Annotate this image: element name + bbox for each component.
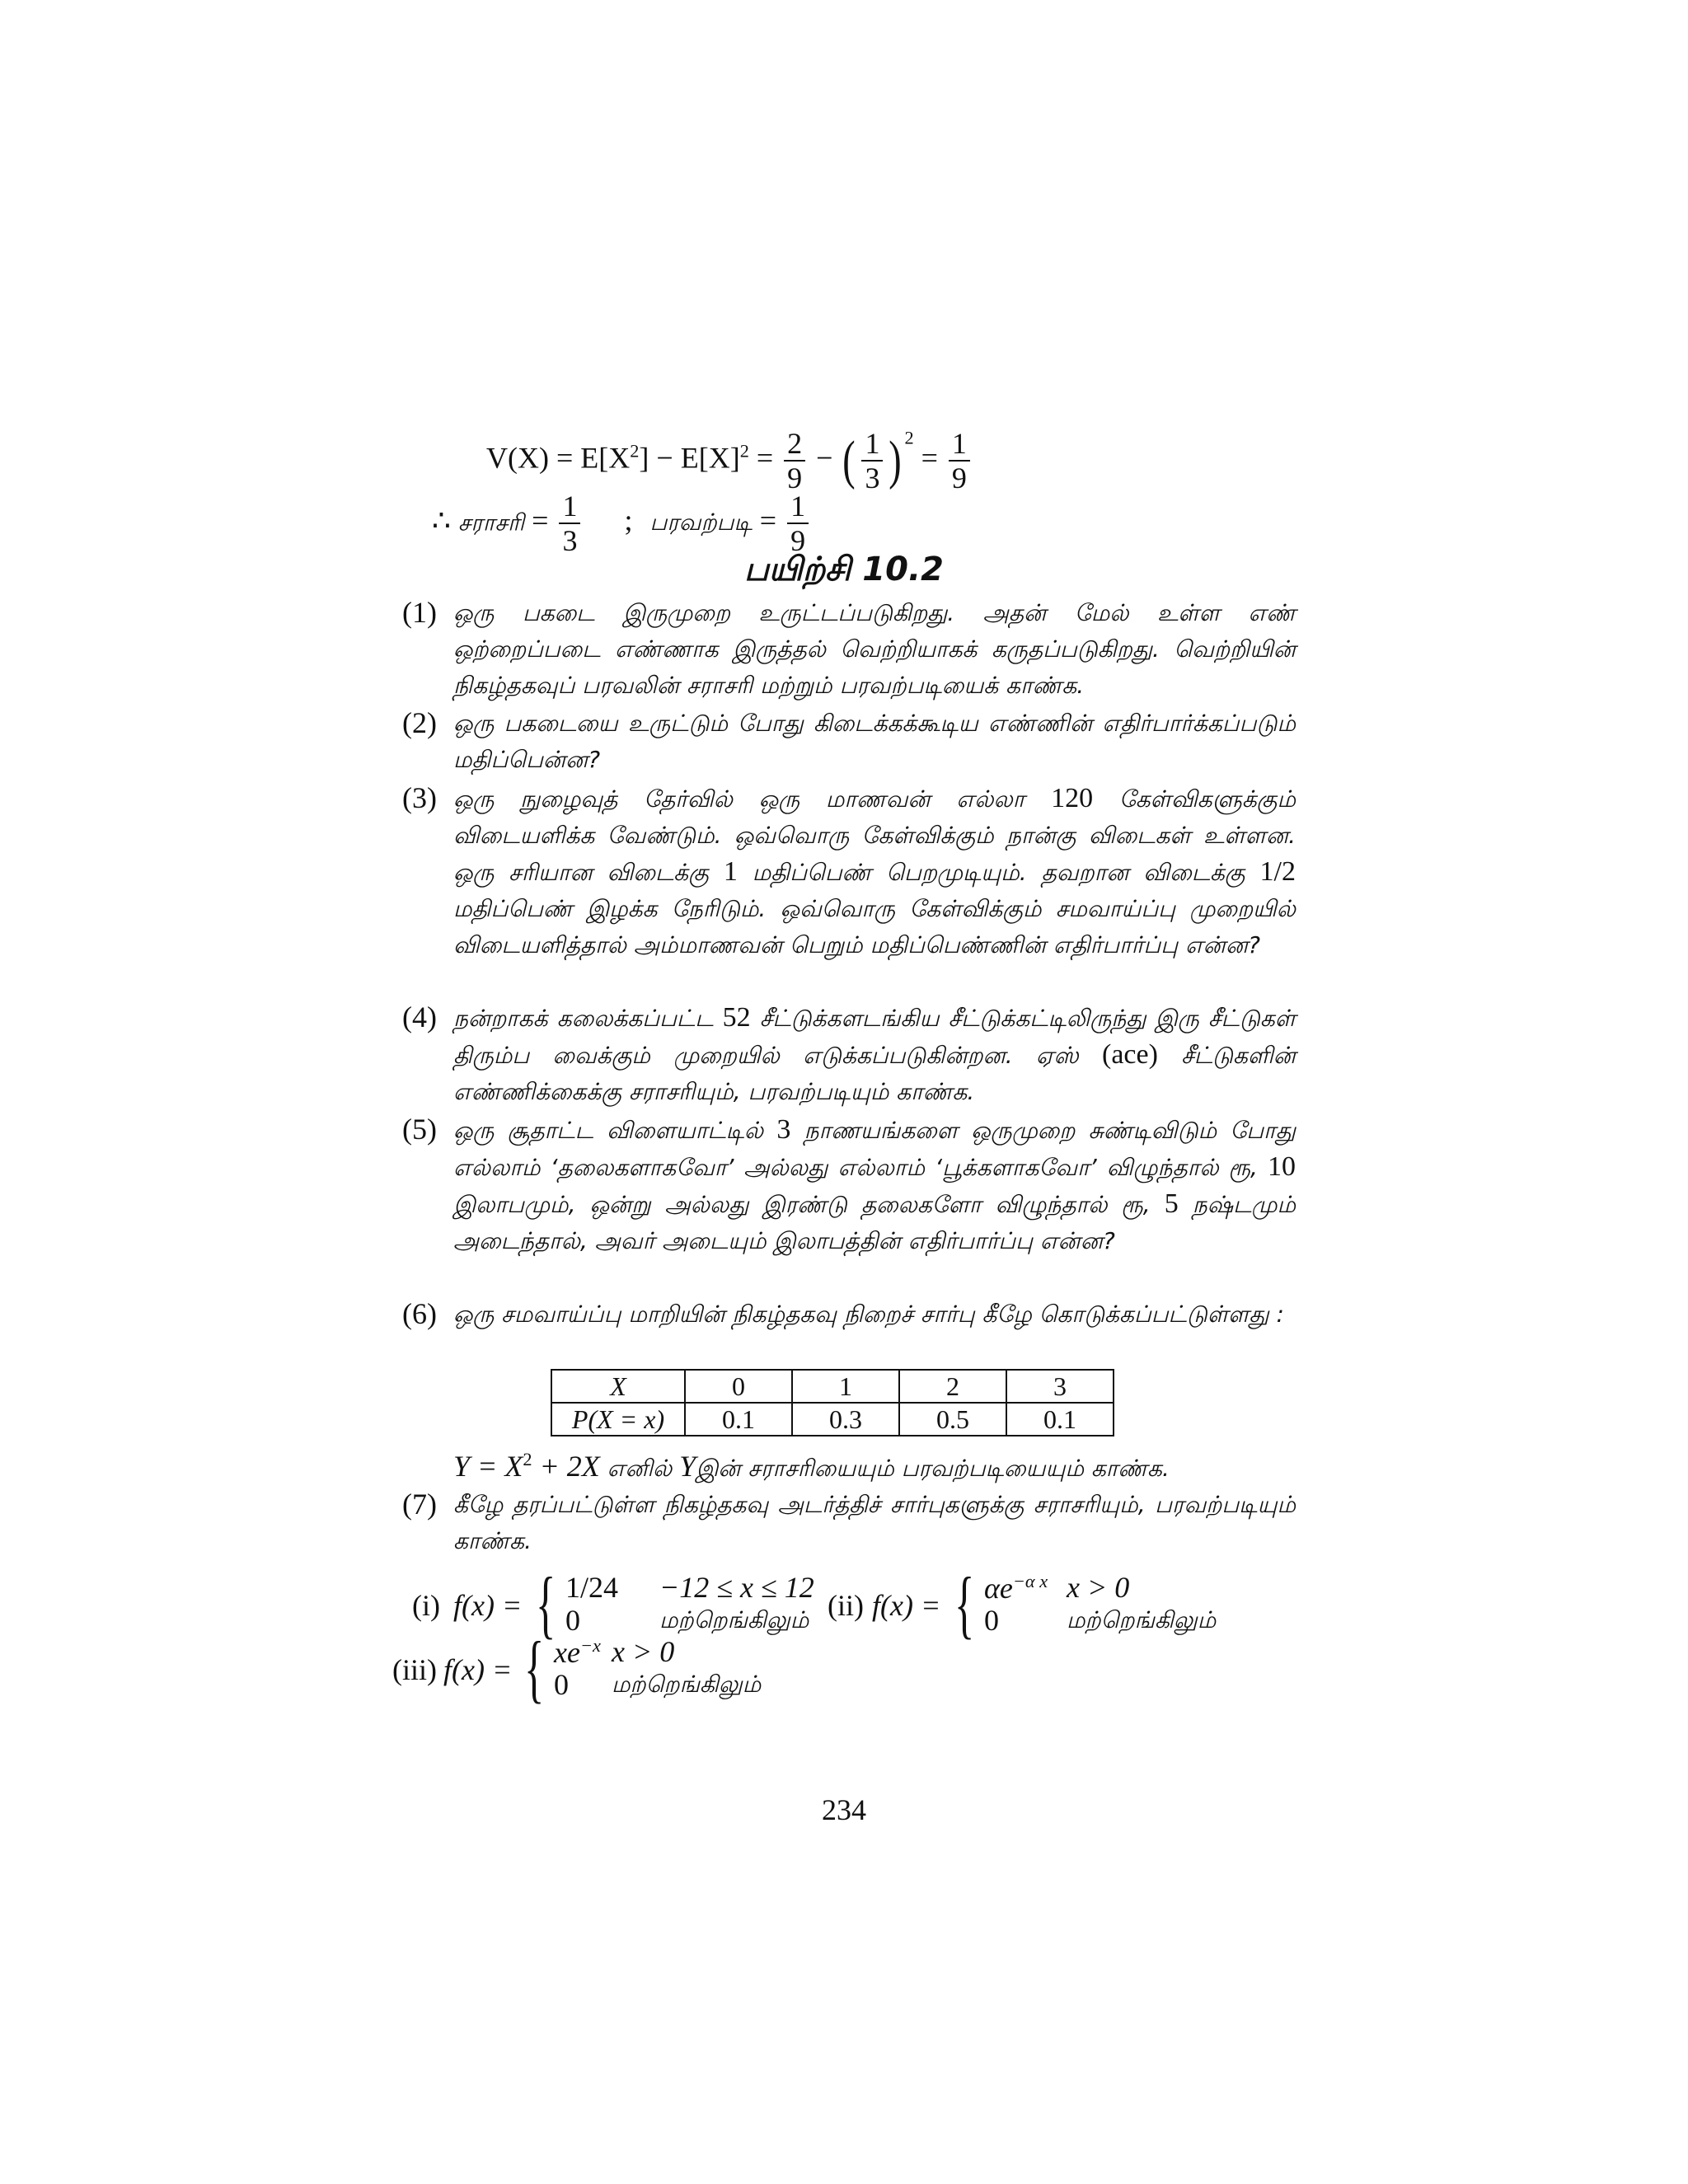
therefore-symbol: ∴ xyxy=(432,504,451,537)
density-f: f(x) = xyxy=(443,1653,513,1686)
fraction-two-ninths: $\frac{2}{9}$ xyxy=(784,429,805,493)
density-f: f(x) = xyxy=(872,1589,941,1622)
density-label: (iii) xyxy=(392,1653,437,1686)
question-number: (6) xyxy=(402,1297,437,1330)
density-row1-condition: −12 ≤ x ≤ 12 xyxy=(659,1571,814,1604)
density-row2-value: 0 xyxy=(565,1604,580,1637)
density-i: (i) f(x) = { 1/24 −12 ≤ x ≤ 12 0 மற்றெங்கிலும் xyxy=(412,1562,814,1646)
pmf-table xyxy=(551,1369,1114,1436)
minus-sign: − xyxy=(816,441,833,475)
density-label: (i) xyxy=(412,1589,440,1622)
mean-label: சராசரி xyxy=(457,509,525,537)
fraction-one-third: $\frac{1}{3}$ xyxy=(861,429,883,493)
table-cell: 0.1 xyxy=(1006,1403,1114,1436)
y-definition: $Y = X^2 + 2X$ எனில் Yஇன் சராசரியையும் பரவற்படியையும் காண்க. xyxy=(453,1449,1170,1483)
density-iii: (iii) f(x) = { $xe^{-x}$ x > 0 0 மற்றெங்கிலும் xyxy=(392,1626,762,1710)
variance-equation: $V(X) = E[X^2] - E[X]^2$ = $\frac{2}{9}$ − ( $\frac{1}{3}$ ) $^2$ = $\frac{1}{9}$ xyxy=(486,429,973,493)
density-row1-exponent: −α x xyxy=(1012,1571,1048,1591)
y-def-tail-b: இன் சராசரியையும் பரவற்படியையும் காண்க. xyxy=(696,1455,1170,1482)
table-cell: 0 xyxy=(685,1370,792,1403)
separator: ; xyxy=(624,504,633,537)
table-header-x: X xyxy=(551,1370,685,1403)
density-row2-condition: மற்றெங்கிலும் xyxy=(1067,1606,1217,1633)
table-row xyxy=(551,1370,1114,1403)
question-text: கீழே தரப்பட்டுள்ள நிகழ்தகவு அடர்த்திச் சார்புகளுக்கு சராசரியும், பரவற்படியும் காண்க. xyxy=(453,1491,1296,1554)
density-f: f(x) = xyxy=(453,1589,523,1622)
table-cell: 0.3 xyxy=(792,1403,899,1436)
density-row1-value: 1/24 xyxy=(565,1571,619,1604)
density-row1-condition: x > 0 xyxy=(612,1635,675,1668)
y-def-tail-a: எனில் xyxy=(599,1455,680,1482)
density-row1-exponent: −x xyxy=(579,1635,601,1656)
question-text: நன்றாகக் கலைக்கப்பட்ட 52 சீட்டுக்களடங்கிய சீட்டுக்கட்டிலிருந்து இரு சீட்டுகள் திரும்ப வைக்கும் முறையில் எடுக்கப்படுகின்றன. ஏஸ் (ace) சீட்டுகளின் எண்ணிக்கைக்கு சராசரியும், பரவற்படியும் காண்க. xyxy=(453,1002,1296,1105)
density-row2-condition: மற்றெங்கிலும் xyxy=(612,1671,762,1698)
table-cell: 3 xyxy=(1006,1370,1114,1403)
page-number: 234 xyxy=(822,1793,866,1826)
density-row1-value: xe xyxy=(554,1636,580,1669)
y-def-rhs: + 2X xyxy=(532,1450,600,1483)
question-text: ஒரு பகடையை உருட்டும் போது கிடைக்கக்கூடிய எண்ணின் எதிர்பார்க்கப்படும் மதிப்பென்ன? xyxy=(453,710,1296,773)
equals-sign: = xyxy=(921,441,938,475)
mean-variance-result: ∴ சராசரி = $\frac{1}{3}$ ; பரவற்படி = $\frac{1}{9}$ xyxy=(432,491,812,555)
question-text: ஒரு பகடை இருமுறை உருட்டப்படுகிறது. அதன் மேல் உள்ள எண் ஒற்றைப்படை எண்ணாக இருத்தல் வெற்றியாகக் கருதப்படுகிறது. வெற்றியின் நிகழ்தகவுப் பரவலின் சராசரி மற்றும் பரவற்படியைக் காண்க. xyxy=(453,599,1296,699)
density-row2-value: 0 xyxy=(554,1668,569,1701)
question-number: (4) xyxy=(402,1001,437,1033)
variance-eq-sign: = xyxy=(756,441,774,475)
variance-fraction: $\frac{1}{9}$ xyxy=(787,491,809,555)
density-row2-condition: மற்றெங்கிலும் xyxy=(659,1606,809,1633)
mean-fraction: $\frac{1}{3}$ xyxy=(559,491,580,555)
question-text: ஒரு சமவாய்ப்பு மாறியின் நிகழ்தகவு நிறைச் சார்பு கீழே கொடுக்கப்பட்டுள்ளது : xyxy=(453,1301,1284,1328)
variance-mid: ] − E[X] xyxy=(639,441,740,475)
question-number: (2) xyxy=(402,706,437,739)
question-number: (3) xyxy=(402,781,437,814)
question-number: (7) xyxy=(402,1488,437,1521)
variance-label: பரவற்படி xyxy=(649,509,753,537)
density-ii: (ii) f(x) = { $\alpha e^{-\alpha x}$ x > 0 0 மற்றெங்கிலும் xyxy=(828,1562,1217,1646)
density-row1-condition: x > 0 xyxy=(1067,1571,1130,1604)
table-cell: 0.5 xyxy=(899,1403,1006,1436)
fraction-one-ninth: $\frac{1}{9}$ xyxy=(949,429,970,493)
density-row1-value: αe xyxy=(984,1572,1013,1605)
table-cell: 0.1 xyxy=(685,1403,792,1436)
table-header-p: P(X = x) xyxy=(551,1403,685,1436)
variance-lhs: V(X) = E[X xyxy=(486,441,631,475)
density-label: (ii) xyxy=(828,1589,864,1622)
question-text: ஒரு நுழைவுத் தேர்வில் ஒரு மாணவன் எல்லா 120 கேள்விகளுக்கும் விடையளிக்க வேண்டும். ஒவ்வொரு கேள்விக்கும் நான்கு விடைகள் உள்ளன. ஒரு சரியான விடைக்கு 1 மதிப்பெண் பெறமுடியும். தவறான விடைக்கு 1/2 மதிப்பெண் இழக்க நேரிடும். ஒவ்வொரு கேள்விக்கும் சமவாய்ப்பு முறையில் விடையளித்தால் அம்மாணவன் பெறும் மதிப்பெண்ணின் எதிர்பார்ப்பு என்ன? xyxy=(453,783,1296,958)
question-text: ஒரு சூதாட்ட விளையாட்டில் 3 நாணயங்களை ஒருமுறை சுண்டிவிடும் போது எல்லாம் ‘தலைகளாகவோ’ அல்லது எல்லாம் ‘பூக்களாகவோ’ விழுந்தால் ரூ, 10 இலாபமும், ஒன்று அல்லது இரண்டு தலைகளோ விழுந்தால் ரூ, 5 நஷ்டமும் அடைந்தால், அவர் அடையும் இலாபத்தின் எதிர்பார்ப்பு என்ன? xyxy=(453,1114,1296,1254)
table-cell: 1 xyxy=(792,1370,899,1403)
exercise-heading: பயிற்சி 10.2 xyxy=(744,551,944,588)
density-row2-value: 0 xyxy=(984,1604,999,1637)
y-def-lhs: Y = X xyxy=(453,1450,523,1483)
question-number: (5) xyxy=(402,1113,437,1146)
y-symbol: Y xyxy=(679,1450,696,1483)
table-row xyxy=(551,1403,1114,1436)
table-cell: 2 xyxy=(899,1370,1006,1403)
question-number: (1) xyxy=(402,596,437,629)
